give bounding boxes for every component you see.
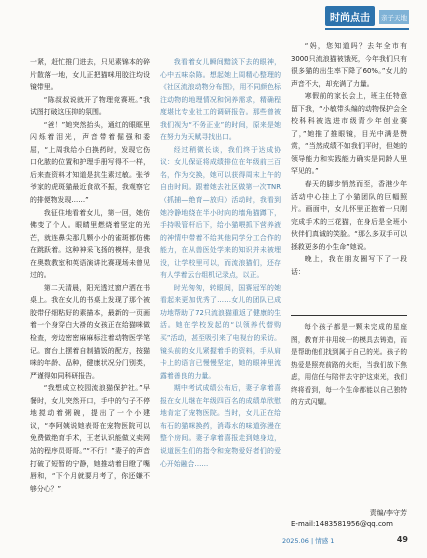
paragraph: “妈，您知道吗？去年全市有3000只流浪猫被饿死，今年我们只有很多猫的出生率下降了60%。”女儿的声音不大，却充满了力量。 bbox=[291, 42, 407, 88]
paragraph: 晚上，我在朋友圈写下了一段话： bbox=[291, 255, 407, 276]
paragraph: 春天的脚步悄然而至，香港少年活动中心挂上了小猫团队的巨幅照片。画面中，女儿怀里正抱着一只刚完成手术的三花猫，在身后是全班小伙伴们真诚的笑脸。“那么多双手可以拯救更多的小生命”她说。 bbox=[291, 180, 407, 251]
column-title: 时尚点击 bbox=[325, 6, 375, 26]
paragraph: 我看着女儿瞬间黯淡下去的眼神，心中五味杂陈。想起她上周精心整理的《社区流浪动物分布图》，用不同颜色标注动物的地理情况和饲养需求，精确程度堪比专业社工的调研报告。那些曾被我们视为“不务正业”的时间，原来是她在努力为天赋寻找出口。 bbox=[160, 58, 281, 142]
issue-date: 2025.06 | 情感 1 bbox=[282, 537, 335, 545]
paragraph: 一紧，赶忙推门进去，只见素锦本的碎片散落一地，女儿正把猫咪用胶注均设镜带里。 bbox=[30, 58, 150, 92]
paragraph: 寒假前的家长会上，班主任特意留下我，“小敏带头编的动物保护会全校科科被选进市级青少年创业赛了，”她推了推眼镜，目光中满是赞赏，“当然成绩不如我们平时，但她的领导能力和实践能力确实是同龄人里罕见的。” bbox=[291, 92, 407, 176]
text-column-3 bbox=[291, 40, 407, 278]
paragraph: 经过稍微长谈，我们终于达成协议：女儿保证将成绩排位在年级前三百名，作为交换，她可以获得周末上午的自由时间。跟着她去社区做第一次TNR（抓捕—绝育—放归）活动时，我看到她冷静地绕在半小时向的墙角猫蹲下，手持吸管杆后下，给小猫喂抓下营养液的神情中带着不给其他同学分工合作的能力，在从兽医处学来的知识并未被埋没，让学校里可以，而流浪猫们，还存有人学着云台组机记录点，以正。 bbox=[160, 145, 281, 280]
text-column-1 bbox=[30, 56, 150, 495]
paragraph: 第二天清晨，阳光透过窗户洒在书桌上。我在女儿的书桌上发现了那个被胶带仔细粘好的素描本，最新的一页画着一个身穿白大褂的女孩正在给猫咪做检查，旁边密密麻麻标注着动物医学笔记。窗台上摆着自制猫饭的配方，按猫咪的年龄、品种，健康状况分门别类，严谨得如同科研报告。 bbox=[30, 283, 150, 380]
paragraph: 时光匆匆，转眼间，国赛冠军的她看起来更加优秀了……女儿的团队已成功地帮助了72只流浪猫重返了健康的生活。她在学校发起的“以领养代替购买”活动，甚至吸引来了电视台的采访。镜头前的女儿紧握着手的资料，手从肩卡上的语言已慢慢坚定，她的眼神里流露着善良的力量。 bbox=[160, 283, 281, 380]
paragraph: 期中考试成绩公布后，妻子拿着喜报在女儿继在年级四百名的成绩单欣慰地肯定了宠物医院。当时，女儿正在给布石的猫咪换药，消毒水的味道弥漫在整个房间。妻子拿着喜报走到她身边，说道医生们的指令和宠物爱好者们的爱心开始融合…… bbox=[160, 384, 281, 468]
note-top-rule bbox=[291, 315, 407, 316]
paragraph: “爸！”她突然抬头，通红的眼眶里闪烁着泪光，声音带着倔强和委屈，“上周我给小白换药时，发现它伤口化脓的位置和护理手册写得不一样，后来查资料才知道是抗生素过敏。张爷爷家的虎斑猫最近食欲不振，我观察它的排便物发现……” bbox=[30, 120, 150, 205]
paragraph: 我征住地看着女儿，第一回，她仿佛变了个人。眼睛里燃烧着坚定的光芒，就连鼻尖那几颗小小的雀斑都仿佛在跳跃着。这种神采飞扬的模样，是我在奥数教室和英语演讲比赛现场未曾见过的。 bbox=[30, 208, 150, 280]
paragraph: “我想成立校园流浪猫保护社。”早餐时，女儿突然开口，手中的勺子不停地搅动着粥碗，提出了一个小建议，“李阿姨说她表哥在宠物医院可以免费做绝育手术，王老认识能做义卖网站的程序员哥哥。”“不行！”妻子的声音打破了短暂的宁静，她推动着目瞪了嘴唇和，“下个月就要月考了，你还嫌不够分心？” bbox=[30, 384, 150, 493]
badge-underline bbox=[325, 28, 409, 30]
column-badge bbox=[325, 6, 409, 34]
column-subtitle: 亲子天地 bbox=[379, 10, 409, 24]
editor-email: E-mail:1483581956@qq.com bbox=[291, 520, 393, 528]
page-number: 49 bbox=[396, 535, 408, 544]
paragraph: “陈叔叔说就开了物理竞赛班。”我试图打破这压抑的氛围。 bbox=[30, 95, 150, 117]
editor-credit bbox=[291, 508, 407, 530]
editor-name: 责编/李守芳 bbox=[369, 509, 407, 517]
text-column-2 bbox=[160, 56, 281, 470]
page-footer bbox=[282, 536, 408, 548]
closing-note bbox=[291, 321, 407, 409]
closing-note-text: 每个孩子都是一颗未完成的星座图，教育并非用统一的模具去铸造，而是帮助他们找到属于自己的光。孩子的热爱是照亮前路的火炬，当我们放下焦虑，用信任与陪伴去守护这束光，我们终将看到，每一个生命都能以自己独特的方式闪耀。 bbox=[291, 323, 407, 406]
